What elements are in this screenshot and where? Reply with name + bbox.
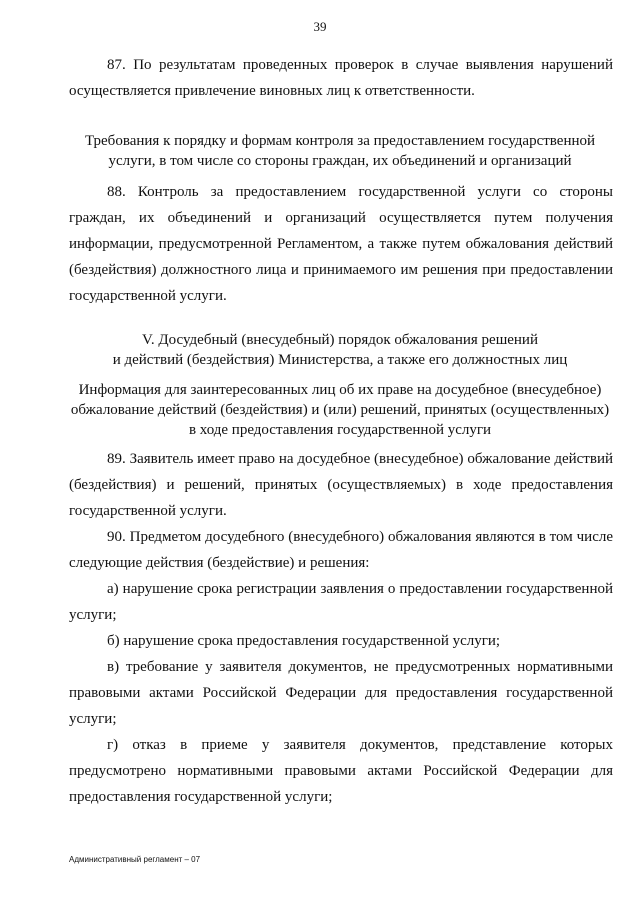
paragraph-89: 89. Заявитель имеет право на досудебное (внесудебное) обжалование действий (бездействия) и решений, принятых (осуществляемых) в ходе предоставления государственной услуги. (69, 451, 613, 519)
page-number: 39 (313, 19, 327, 34)
footer-note: Административный регламент – 07 (69, 855, 201, 864)
paragraph-88: 88. Контроль за предоставлением государственной услуги со стороны граждан, их объединений и организаций осуществляется путем получения информации, предусмотренной Регламентом, а также путем обжалования действий (бездействия) должностного лица и принимаемого им решения при предоставлении государственной услуги. (69, 184, 613, 304)
list-item-b: б) нарушение срока предоставления государственной услуги; (107, 633, 501, 649)
list-item-a: а) нарушение срока регистрации заявления о предоставлении государственной услуги; (69, 581, 613, 623)
heading-line: V. Досудебный (внесудебный) порядок обжалования решений (142, 332, 538, 348)
section-heading-control (60, 131, 620, 171)
heading-line: обжалование действий (бездействия) и (или) решений, принятых (осуществленных) (70, 402, 610, 418)
list-item-v: в) требование у заявителя документов, не предусмотренных нормативными правовыми актами Российской Федерации для предоставления государственной услуги; (69, 659, 613, 727)
paragraph-87: 87. По результатам проведенных проверок в случае выявления нарушений осуществляется привлечение виновных лиц к ответственности. (69, 57, 613, 99)
heading-line: услуги, в том числе со стороны граждан, их объединений и организаций (108, 153, 572, 169)
heading-line: в ходе предоставления государственной услуги (188, 422, 492, 438)
heading-line: Информация для заинтересованных лиц об их праве на досудебное (внесудебное) (78, 382, 602, 398)
heading-line: и действий (бездействия) Министерства, а также его должностных лиц (112, 352, 568, 368)
heading-line: Требования к порядку и формам контроля за предоставлением государственной (84, 133, 596, 149)
list-item-g: г) отказ в приеме у заявителя документов, представление которых предусмотрено нормативными правовыми актами Российской Федерации для предоставления государственной услуги; (69, 737, 613, 805)
paragraph-90: 90. Предметом досудебного (внесудебного) обжалования являются в том числе следующие действия (бездействие) и решения: (69, 529, 613, 571)
section-heading-appeal (60, 330, 620, 370)
section-heading-information (60, 380, 620, 440)
